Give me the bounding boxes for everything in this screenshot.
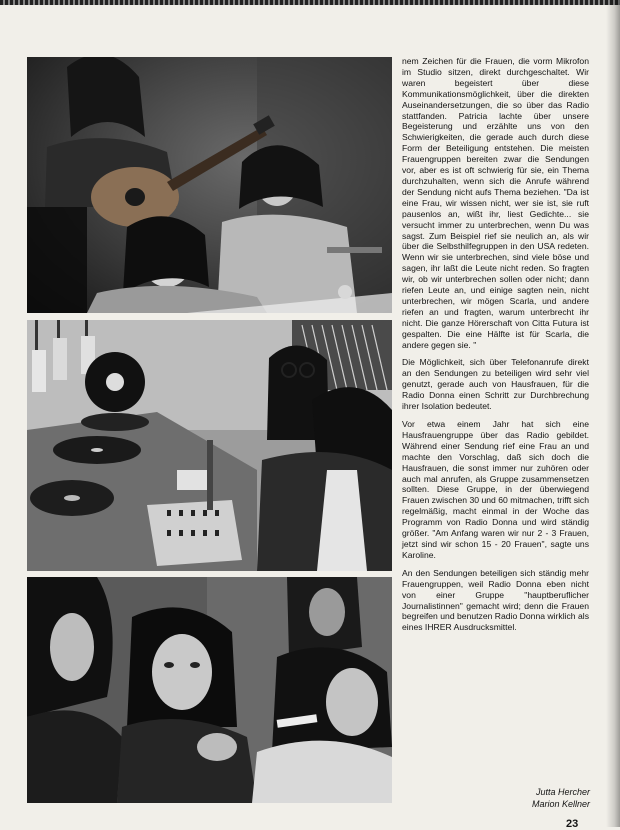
- page-top-edge: [0, 0, 620, 5]
- article-paragraph-4: An den Sendungen beteiligen sich ständig mehr Frauengruppen, weil Radio Donna eben nicht von einer Gruppe "hauptberuflicher Journalistinnen" gemacht wird; denn die Frauen begreifen und benutzen Radio Donna wirklich als eines IHRER Ausdrucksmittel.: [402, 567, 589, 633]
- author-byline: [480, 786, 590, 810]
- author-name: Marion Kellner: [531, 799, 590, 809]
- photo-women-in-discussion: [27, 577, 392, 803]
- author-name: Jutta Hercher: [535, 787, 590, 797]
- article-paragraph-3: Vor etwa einem Jahr hat sich eine Hausfrauengruppe über das Radio gebildet. Während einer Sendung rief eine Frau an und machte den Vorschlag, daß sich doch die Hausfrauen, die sonst immer nur zuhören oder auch mal anrufen, als Gruppe zusammensetzen sollten. Diese Gruppe, in der überwiegend Frauen zwischen 30 und 60 mitmachen, trifft sich regelmäßig, macht einmal in der Woche das Programm von Radio Donna und wird ständig größer. "Am Anfang waren wir nur 2 - 3 Frauen, jetzt sind wir schon 15 - 20 Frauen", sagte uns Karoline.: [402, 419, 589, 560]
- photo-studio-turntables: [27, 320, 392, 571]
- page-number: 23: [566, 818, 579, 830]
- article-paragraph-2: Die Möglichkeit, sich über Telefonanrufe direkt an den Sendungen zu beteiligen wird sehr viel genutzt, gerade auch von Hausfrauen, für die Radio Donna einen Schritt zur Durchbrechung ihrer Isolation bedeutet.: [402, 357, 589, 412]
- article-text-column: [402, 56, 589, 640]
- article-paragraph-1: nem Zeichen für die Frauen, die vorm Mikrofon im Studio sitzen, direkt durchgeschaltet. Wir waren begeistert über diese Kommunikationsmöglichkeit, über die direkten Auseinandersetzungen, die so über das Radio stattfanden. Patricia lachte über unsere Begeisterung und erzählte uns von den Schwierigkeiten, die gerade auch durch diese Form der Beteiligung entstehen. Die meisten Frauengruppen bereiten zwar die Sendungen vor, aber es ist oft schwierig für sie, ein Thema durchzuhalten, wenn sich die Anrufe während der Sendung nicht aufs Thema beziehen. "Da ist eine Frau, wir wissen nicht, wer sie ist, sie ruft pausenlos an, wißt ihr, liest Gedichte... sie versucht immer zu unterbrechen, wenn Du was sagst. Zum Beispiel rief sie neulich an, als wir über die Selbsthilfegruppen in den USA redeten. Wenn wir sie unterbrechen, sind viele böse und sagen, ihr laßt die Leute nicht reden. So fragten wir, ob wir unterbrechen sollen oder nicht; dann riefen Leute an, und einige sagten nein, nicht unterbrechen, wir mögen Scarla, und andere riefen an und fragten, warum unterbrecht ihr nicht. Die ganze Hörerschaft von Citta Futura ist gespalten. Die eine Hälfte ist für Scarla, die andere gegen sie. ": [402, 56, 589, 350]
- page-binding-shadow: [606, 0, 620, 827]
- photo-women-with-guitar: [27, 57, 392, 313]
